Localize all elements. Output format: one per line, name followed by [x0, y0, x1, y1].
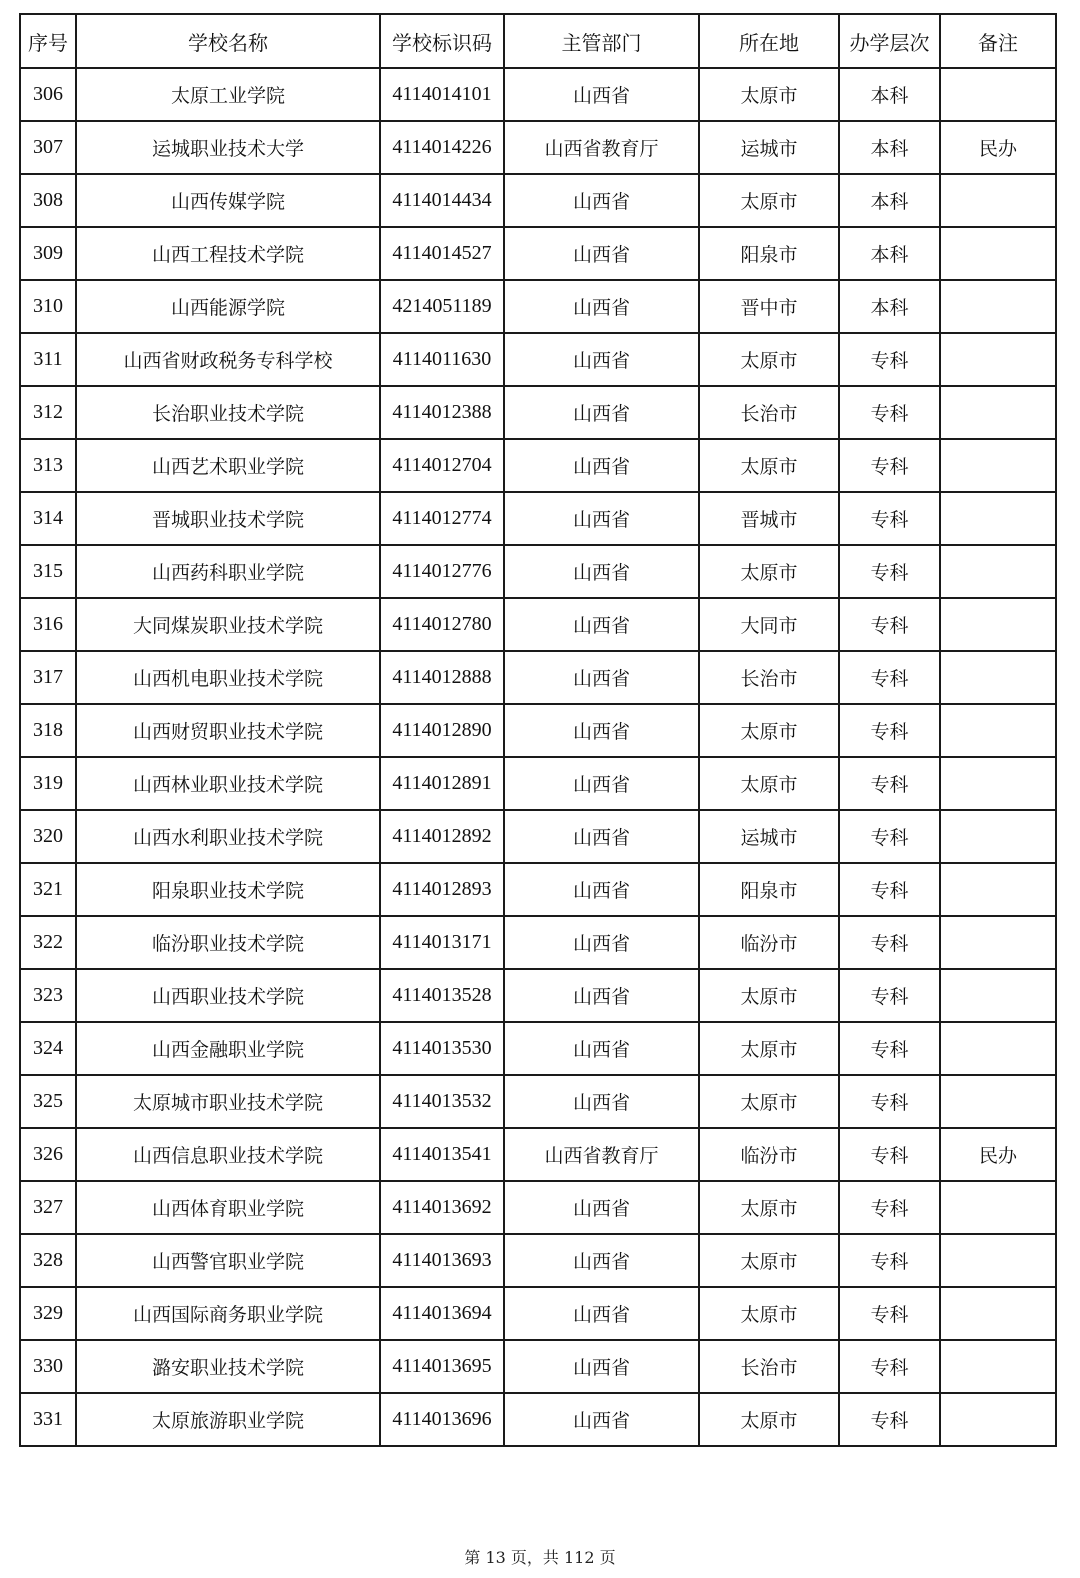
cell-level: 专科 — [839, 651, 940, 704]
cell-index: 330 — [20, 1340, 76, 1393]
table-row — [20, 545, 1056, 598]
header-row — [20, 14, 1056, 68]
table-row — [20, 174, 1056, 227]
cell-level: 专科 — [839, 333, 940, 386]
cell-remark — [940, 651, 1056, 704]
cell-school-name: 山西职业技术学院 — [76, 969, 380, 1022]
cell-level: 专科 — [839, 704, 940, 757]
cell-level: 专科 — [839, 545, 940, 598]
table-row — [20, 227, 1056, 280]
cell-index: 312 — [20, 386, 76, 439]
school-list-table — [19, 13, 1057, 1447]
cell-level: 专科 — [839, 1287, 940, 1340]
cell-level: 专科 — [839, 1128, 940, 1181]
cell-school-name: 山西信息职业技术学院 — [76, 1128, 380, 1181]
cell-department: 山西省 — [504, 1075, 699, 1128]
cell-school-name: 长治职业技术学院 — [76, 386, 380, 439]
cell-level: 专科 — [839, 386, 940, 439]
cell-index: 306 — [20, 68, 76, 121]
cell-department: 山西省教育厅 — [504, 121, 699, 174]
table-row — [20, 280, 1056, 333]
cell-school-code: 4114012388 — [380, 386, 504, 439]
cell-school-name: 晋城职业技术学院 — [76, 492, 380, 545]
page-footer: 第 13 页，共 112 页 — [464, 1548, 616, 1567]
cell-school-name: 大同煤炭职业技术学院 — [76, 598, 380, 651]
cell-department: 山西省 — [504, 969, 699, 1022]
table-row — [20, 386, 1056, 439]
cell-level: 专科 — [839, 1181, 940, 1234]
table-row — [20, 333, 1056, 386]
cell-index: 327 — [20, 1181, 76, 1234]
cell-school-code: 4114012891 — [380, 757, 504, 810]
table-row — [20, 1234, 1056, 1287]
cell-level: 专科 — [839, 810, 940, 863]
cell-school-code: 4114014434 — [380, 174, 504, 227]
cell-location: 太原市 — [699, 704, 839, 757]
cell-department: 山西省 — [504, 1181, 699, 1234]
cell-location: 太原市 — [699, 1287, 839, 1340]
cell-remark — [940, 174, 1056, 227]
cell-index: 310 — [20, 280, 76, 333]
cell-department: 山西省 — [504, 492, 699, 545]
cell-department: 山西省 — [504, 1022, 699, 1075]
cell-school-code: 4114012776 — [380, 545, 504, 598]
cell-location: 临汾市 — [699, 916, 839, 969]
table-header — [20, 14, 1056, 68]
cell-remark — [940, 492, 1056, 545]
cell-index: 315 — [20, 545, 76, 598]
header-col-remark: 备注 — [940, 14, 1056, 68]
table-row — [20, 1287, 1056, 1340]
header-col-location: 所在地 — [699, 14, 839, 68]
cell-remark — [940, 863, 1056, 916]
cell-remark — [940, 545, 1056, 598]
header-col-index: 序号 — [20, 14, 76, 68]
cell-location: 太原市 — [699, 68, 839, 121]
cell-index: 317 — [20, 651, 76, 704]
table-row — [20, 1075, 1056, 1128]
table-row — [20, 1340, 1056, 1393]
cell-remark: 民办 — [940, 121, 1056, 174]
cell-remark — [940, 1234, 1056, 1287]
cell-location: 太原市 — [699, 174, 839, 227]
cell-school-code: 4114012893 — [380, 863, 504, 916]
cell-department: 山西省 — [504, 280, 699, 333]
header-col-school-code: 学校标识码 — [380, 14, 504, 68]
cell-remark — [940, 227, 1056, 280]
cell-index: 326 — [20, 1128, 76, 1181]
cell-level: 专科 — [839, 1022, 940, 1075]
cell-level: 本科 — [839, 121, 940, 174]
cell-remark — [940, 439, 1056, 492]
cell-remark — [940, 1287, 1056, 1340]
header-col-level: 办学层次 — [839, 14, 940, 68]
cell-school-name: 太原旅游职业学院 — [76, 1393, 380, 1446]
cell-department: 山西省 — [504, 1340, 699, 1393]
cell-location: 太原市 — [699, 333, 839, 386]
cell-department: 山西省 — [504, 916, 699, 969]
cell-school-code: 4114013528 — [380, 969, 504, 1022]
cell-department: 山西省 — [504, 68, 699, 121]
cell-remark: 民办 — [940, 1128, 1056, 1181]
cell-location: 大同市 — [699, 598, 839, 651]
cell-remark — [940, 1022, 1056, 1075]
cell-remark — [940, 969, 1056, 1022]
cell-location: 运城市 — [699, 121, 839, 174]
cell-index: 313 — [20, 439, 76, 492]
cell-level: 本科 — [839, 280, 940, 333]
cell-department: 山西省 — [504, 704, 699, 757]
cell-level: 本科 — [839, 68, 940, 121]
cell-school-name: 山西传媒学院 — [76, 174, 380, 227]
cell-index: 319 — [20, 757, 76, 810]
cell-remark — [940, 704, 1056, 757]
cell-remark — [940, 1393, 1056, 1446]
cell-school-code: 4114013171 — [380, 916, 504, 969]
cell-school-code: 4114014527 — [380, 227, 504, 280]
cell-school-code: 4114013694 — [380, 1287, 504, 1340]
header-col-department: 主管部门 — [504, 14, 699, 68]
cell-remark — [940, 810, 1056, 863]
cell-school-name: 山西警官职业学院 — [76, 1234, 380, 1287]
cell-department: 山西省 — [504, 227, 699, 280]
cell-level: 本科 — [839, 227, 940, 280]
cell-location: 太原市 — [699, 757, 839, 810]
cell-school-code: 4114013692 — [380, 1181, 504, 1234]
cell-location: 临汾市 — [699, 1128, 839, 1181]
cell-level: 专科 — [839, 863, 940, 916]
cell-school-code: 4114013530 — [380, 1022, 504, 1075]
cell-school-name: 山西水利职业技术学院 — [76, 810, 380, 863]
cell-location: 长治市 — [699, 1340, 839, 1393]
cell-location: 晋中市 — [699, 280, 839, 333]
cell-location: 太原市 — [699, 1181, 839, 1234]
cell-level: 专科 — [839, 1393, 940, 1446]
cell-department: 山西省 — [504, 333, 699, 386]
cell-location: 太原市 — [699, 1234, 839, 1287]
cell-level: 专科 — [839, 492, 940, 545]
cell-index: 321 — [20, 863, 76, 916]
cell-school-name: 山西国际商务职业学院 — [76, 1287, 380, 1340]
cell-school-name: 山西省财政税务专科学校 — [76, 333, 380, 386]
table-row — [20, 439, 1056, 492]
table-row — [20, 121, 1056, 174]
cell-department: 山西省 — [504, 174, 699, 227]
cell-index: 331 — [20, 1393, 76, 1446]
cell-department: 山西省 — [504, 1393, 699, 1446]
cell-school-code: 4114013693 — [380, 1234, 504, 1287]
cell-remark — [940, 1340, 1056, 1393]
cell-remark — [940, 1075, 1056, 1128]
cell-school-code: 4114013532 — [380, 1075, 504, 1128]
cell-index: 325 — [20, 1075, 76, 1128]
cell-location: 太原市 — [699, 1075, 839, 1128]
cell-school-name: 阳泉职业技术学院 — [76, 863, 380, 916]
cell-remark — [940, 1181, 1056, 1234]
cell-school-code: 4114012780 — [380, 598, 504, 651]
cell-department: 山西省 — [504, 757, 699, 810]
cell-index: 324 — [20, 1022, 76, 1075]
table-row — [20, 1181, 1056, 1234]
cell-school-name: 山西机电职业技术学院 — [76, 651, 380, 704]
cell-level: 专科 — [839, 598, 940, 651]
cell-level: 专科 — [839, 1075, 940, 1128]
cell-location: 晋城市 — [699, 492, 839, 545]
cell-department: 山西省 — [504, 810, 699, 863]
cell-school-code: 4114011630 — [380, 333, 504, 386]
cell-department: 山西省 — [504, 1234, 699, 1287]
table-body — [20, 68, 1056, 1446]
cell-school-name: 潞安职业技术学院 — [76, 1340, 380, 1393]
cell-location: 太原市 — [699, 1393, 839, 1446]
cell-index: 307 — [20, 121, 76, 174]
cell-location: 运城市 — [699, 810, 839, 863]
table-row — [20, 1128, 1056, 1181]
cell-department: 山西省 — [504, 439, 699, 492]
cell-index: 311 — [20, 333, 76, 386]
cell-school-name: 山西工程技术学院 — [76, 227, 380, 280]
cell-school-code: 4114012774 — [380, 492, 504, 545]
cell-school-code: 4114013541 — [380, 1128, 504, 1181]
cell-department: 山西省 — [504, 386, 699, 439]
cell-level: 专科 — [839, 969, 940, 1022]
cell-school-code: 4114012888 — [380, 651, 504, 704]
cell-school-code: 4114014101 — [380, 68, 504, 121]
cell-level: 专科 — [839, 757, 940, 810]
cell-school-code: 4114012704 — [380, 439, 504, 492]
table-row — [20, 1022, 1056, 1075]
cell-remark — [940, 386, 1056, 439]
cell-location: 太原市 — [699, 545, 839, 598]
cell-school-name: 山西财贸职业技术学院 — [76, 704, 380, 757]
cell-department: 山西省教育厅 — [504, 1128, 699, 1181]
cell-school-name: 山西艺术职业学院 — [76, 439, 380, 492]
cell-school-name: 临汾职业技术学院 — [76, 916, 380, 969]
cell-location: 阳泉市 — [699, 227, 839, 280]
cell-index: 323 — [20, 969, 76, 1022]
cell-level: 专科 — [839, 1234, 940, 1287]
cell-remark — [940, 757, 1056, 810]
table-row — [20, 598, 1056, 651]
cell-location: 太原市 — [699, 969, 839, 1022]
cell-department: 山西省 — [504, 545, 699, 598]
cell-location: 阳泉市 — [699, 863, 839, 916]
cell-remark — [940, 333, 1056, 386]
cell-school-code: 4114012892 — [380, 810, 504, 863]
cell-department: 山西省 — [504, 598, 699, 651]
cell-school-name: 山西能源学院 — [76, 280, 380, 333]
header-col-school-name: 学校名称 — [76, 14, 380, 68]
cell-remark — [940, 280, 1056, 333]
cell-remark — [940, 916, 1056, 969]
cell-school-name: 运城职业技术大学 — [76, 121, 380, 174]
cell-school-code: 4114012890 — [380, 704, 504, 757]
cell-school-code: 4114013695 — [380, 1340, 504, 1393]
cell-index: 318 — [20, 704, 76, 757]
cell-location: 长治市 — [699, 386, 839, 439]
table-row — [20, 810, 1056, 863]
cell-school-name: 山西体育职业学院 — [76, 1181, 380, 1234]
cell-location: 太原市 — [699, 439, 839, 492]
cell-school-name: 山西林业职业技术学院 — [76, 757, 380, 810]
cell-school-name: 山西金融职业学院 — [76, 1022, 380, 1075]
cell-remark — [940, 68, 1056, 121]
cell-department: 山西省 — [504, 651, 699, 704]
table-row — [20, 1393, 1056, 1446]
cell-level: 专科 — [839, 439, 940, 492]
table-row — [20, 863, 1056, 916]
cell-index: 328 — [20, 1234, 76, 1287]
table-row — [20, 704, 1056, 757]
cell-department: 山西省 — [504, 863, 699, 916]
cell-school-code: 4114013696 — [380, 1393, 504, 1446]
cell-remark — [940, 598, 1056, 651]
cell-index: 316 — [20, 598, 76, 651]
cell-school-code: 4114014226 — [380, 121, 504, 174]
cell-department: 山西省 — [504, 1287, 699, 1340]
table-row — [20, 757, 1056, 810]
cell-index: 329 — [20, 1287, 76, 1340]
cell-school-name: 山西药科职业学院 — [76, 545, 380, 598]
cell-level: 专科 — [839, 916, 940, 969]
cell-index: 322 — [20, 916, 76, 969]
cell-level: 本科 — [839, 174, 940, 227]
cell-school-name: 太原城市职业技术学院 — [76, 1075, 380, 1128]
cell-index: 314 — [20, 492, 76, 545]
table-row — [20, 969, 1056, 1022]
cell-location: 长治市 — [699, 651, 839, 704]
table-row — [20, 492, 1056, 545]
table-row — [20, 68, 1056, 121]
table-row — [20, 651, 1056, 704]
cell-location: 太原市 — [699, 1022, 839, 1075]
cell-index: 320 — [20, 810, 76, 863]
cell-index: 309 — [20, 227, 76, 280]
table-row — [20, 916, 1056, 969]
cell-level: 专科 — [839, 1340, 940, 1393]
cell-school-name: 太原工业学院 — [76, 68, 380, 121]
cell-index: 308 — [20, 174, 76, 227]
cell-school-code: 4214051189 — [380, 280, 504, 333]
